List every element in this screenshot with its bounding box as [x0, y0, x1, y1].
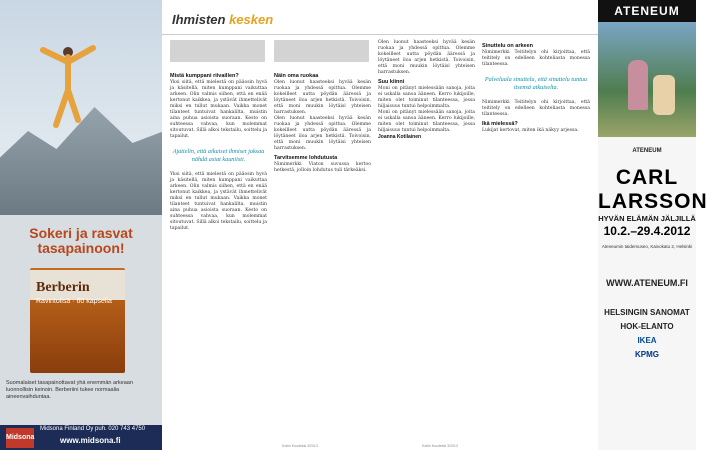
exhibition-label: ATENEUM [632, 148, 662, 154]
ad-address: Midsona Finland Oy puh. 020 743 4750 [40, 426, 146, 432]
product-brand: Berberin [36, 280, 90, 295]
column-1: Mistä kumppani riivaillen? Yksi siitä, että mielestä on pääosin hyvä ja käsitellä, miten kumppani vaikuttaa arkeen. Olin valmis siihen, että en enää kertonut kaikkea, ja ystävät ihmettelivät miksi en tullut mukaan. Vaikka monet tilanteet tuntuivat hankalilta, muistin aina puhua asioista suoraan. Kesto on suhteessa vahvaa, kun molemmat sitoutuvat. Sillä alkoi tekstailu, soittelu ja tapailut. Ajattelin, että aikuiset ihmiset jaksaa nähdä asiat kauniisti. Yksi siitä, että mielestä on pääosin hyvä ja käsitellä, miten kumppani vaikuttaa arkeen. Olin valmis siihen, että en enää kertonut kaikkea, ja ystävät ihmettelivät miksi en tullut mukaan. Vaikka monet tilanteet tuntuivat hankalilta, muistin aina puhua asioista suoraan. Kesto on suhteessa vahvaa, kun molemmat sitoutuvat. Sillä alkoi tekstailu, soittelu ja tapailut. [170, 73, 267, 231]
sponsor-logo: KPMG [635, 350, 659, 359]
berberin-advertisement [0, 0, 162, 450]
ad-website-link[interactable]: www.midsona.fi [60, 436, 121, 445]
column-4: Sinuttelu on arkeen Nimimerkki Teititelyn ohi kirjoittaa, että teititely on edelleen kohteliasta monessa tilanteessa. Palveluala sinuttelu, että sinuttelu tuntuu itsensä aikuiselta. Nimimerkki Teititelyn ohi kirjoittaa, että teititely on edelleen kohteliasta monessa tilanteessa. Ikä mielessä? Lukijat kertovat, miten ikä näkyy arjessa. [482, 43, 590, 133]
product-sub: Ravintolisä · 60 kapselia [36, 298, 112, 305]
dancer-figure [38, 40, 98, 130]
pull-quote: Ajattelin, että aikuiset ihmiset jaksaa nähdä asiat kauniisti. [172, 148, 265, 163]
ateneum-website-link[interactable]: WWW.ATENEUM.FI [606, 278, 688, 288]
column-2: Näin oma ruokaa Olen luonut haasteeksi hyvää kesän ruokaa ja yhdessä opittua. Olemme kokeilleet uutta pöydän ääressä ja löytäneet iloa arjen hetkistä. Toivoisin, että moni muukin löytäisi yhteisen harrastuksen. Olen luonut haasteeksi hyvää kesän ruokaa ja yhdessä opittua. Olemme kokeilleet uutta pöydän ääressä ja löytäneet iloa arjen hetkistä. Toivoisin, että moni muukin löytäisi yhteisen harrastuksen. Tarvitsemme lohdutusta Nimimerkki Viaton suvussa kertoo hetkestä, jolloin lohdutus tuli tärkeäksi. [274, 73, 371, 173]
magazine-page: Ihmisten kesken Mistä kumppani riivaillen? Yksi siitä, että mielestä on pääosin hyvä ja käsitellä, miten kumppani vaikuttaa arkeen. Olin valmis siihen, että en enää kertonut kaikkea, ja ystävät ihmettelivät miksi en tullut mukaan. Vaikka monet tilanteet tuntuivat hankalilta, muistin aina puhua asioista suoraan. Kesto on suhteessa vahvaa, kun molemmat sitoutuvat. Sillä alkoi tekstailu, soittelu ja tapailut. Ajattelin, että aikuiset ihmiset jaksaa nähdä asiat kauniisti. Yksi siitä, että mielestä on pääosin hyvä ja käsitellä, miten kumppani vaikuttaa arkeen. Olin valmis siihen, että en enää kertonut kaikkea, ja ystävät ihmettelivät miksi en tullut mukaan. Vaikka monet tilanteet tuntuivat hankalilta, muistin aina puhua asioista suoraan. Kesto on suhteessa vahvaa, kun molemmat sitoutuvat. Sillä alkoi tekstailu, soittelu ja tapailut. Näin oma ruokaa Olen luonut haasteeksi hyvää kesän ruokaa ja yhdessä opittua. Olemme kokeilleet uutta pöydän ääressä ja löytäneet iloa arjen hetkistä. Toivoisin, että moni muukin löytäisi yhteisen harrastuksen. Olen luonut haasteeksi hyvää kesän ruokaa ja yhdessä opittua. Olemme kokeilleet uutta pöydän ääressä ja löytäneet iloa arjen hetkistä. Toivoisin, että moni muukin löytäisi yhteisen harrastuksen. Tarvitsemme lohdutusta Nimimerkki Viaton suvussa kertoo hetkestä, jolloin lohdutus tuli tärkeäksi. Olen luonut haasteeksi hyvää kesän ruokaa ja yhdessä opittua. Olemme kokeilleet uutta pöydän ääressä ja löytäneet iloa arjen hetkistä. Toivoisin, että moni muukin löytäisi yhteisen harrastuksen. Suu kiinni Moni on pitänyt mielessään sanoja, joita ei uskalla sanoa ääneen. Kerro lukijoille, miten olet toiminut tilanteessa, jossa hiljaisuus tuntui helpoimmalta. Moni on pitänyt mielessään sanoja, joita ei uskalla sanoa ääneen. Kerro lukijoille, miten olet toiminut tilanteessa, jossa hiljaisuus tuntui helpoimmalta. Joanna Kotilainen Sinuttelu on arkeen Nimimerkki Teititelyn ohi kirjoittaa, että teititely on edelleen kohteliasta monessa tilanteessa. Palveluala sinuttelu, että sinuttelu tuntuu itsensä aikuiselta. Nimimerkki Teititelyn ohi kirjoittaa, että teititely on edelleen kohteliasta monessa tilanteessa. Ikä mielessä? Lukijat kertovat, miten ikä näkyy arjessa. Kotiin Kuudeksi 3/2013 Kotiin Kuudeksi 3/2013 [162, 0, 598, 450]
exhibition-tagline: HYVÄN ELÄMÄN JÄLJILLÄ [598, 214, 696, 223]
exhibition-info: Ateneumin taidemuseo, Kaivokatu 2, Helsinki [601, 244, 693, 249]
photo-strip [274, 40, 369, 62]
sponsor-logo: HOK-ELANTO [620, 322, 674, 331]
ad-body: Suomalaiset tasapainottavat yhä enemmän arkeaan luonnollisin keinoin. Berberiini tukee normaalia aineenvaihduntaa. [6, 380, 133, 400]
sponsor-logo: IKEA [637, 336, 657, 345]
artist-name: CARL LARSSON [598, 166, 708, 213]
section-title: Ihmisten kesken [172, 12, 274, 27]
sponsor-logo: HELSINGIN SANOMAT [604, 308, 690, 317]
midsona-logo: Midsona [6, 428, 34, 448]
ateneum-advertisement [598, 0, 708, 450]
pull-quote: Palveluala sinuttelu, että sinuttelu tuntuu itsensä aikuiselta. [484, 76, 588, 91]
ad-headline: Sokeri ja rasvat tasapainoon! [29, 225, 133, 256]
photo-strip [170, 40, 265, 62]
exhibition-dates: 10.2.–29.4.2012 [603, 224, 691, 238]
museum-name: ATENEUM [598, 0, 696, 22]
column-3: Olen luonut haasteeksi hyvää kesän ruokaa ja yhdessä opittua. Olemme kokeilleet uutta pöydän ääressä ja löytäneet iloa arjen hetkistä. Toivoisin, että moni muukin löytäisi yhteisen harrastuksen. Suu kiinni Moni on pitänyt mielessään sanoja, joita ei uskalla sanoa ääneen. Kerro lukijoille, miten olet toiminut tilanteessa, jossa hiljaisuus tuntui helpoimmalta. Moni on pitänyt mielessään sanoja, joita ei uskalla sanoa ääneen. Kerro lukijoille, miten olet toiminut tilanteessa, jossa hiljaisuus tuntui helpoimmalta. Joanna Kotilainen [378, 40, 475, 140]
